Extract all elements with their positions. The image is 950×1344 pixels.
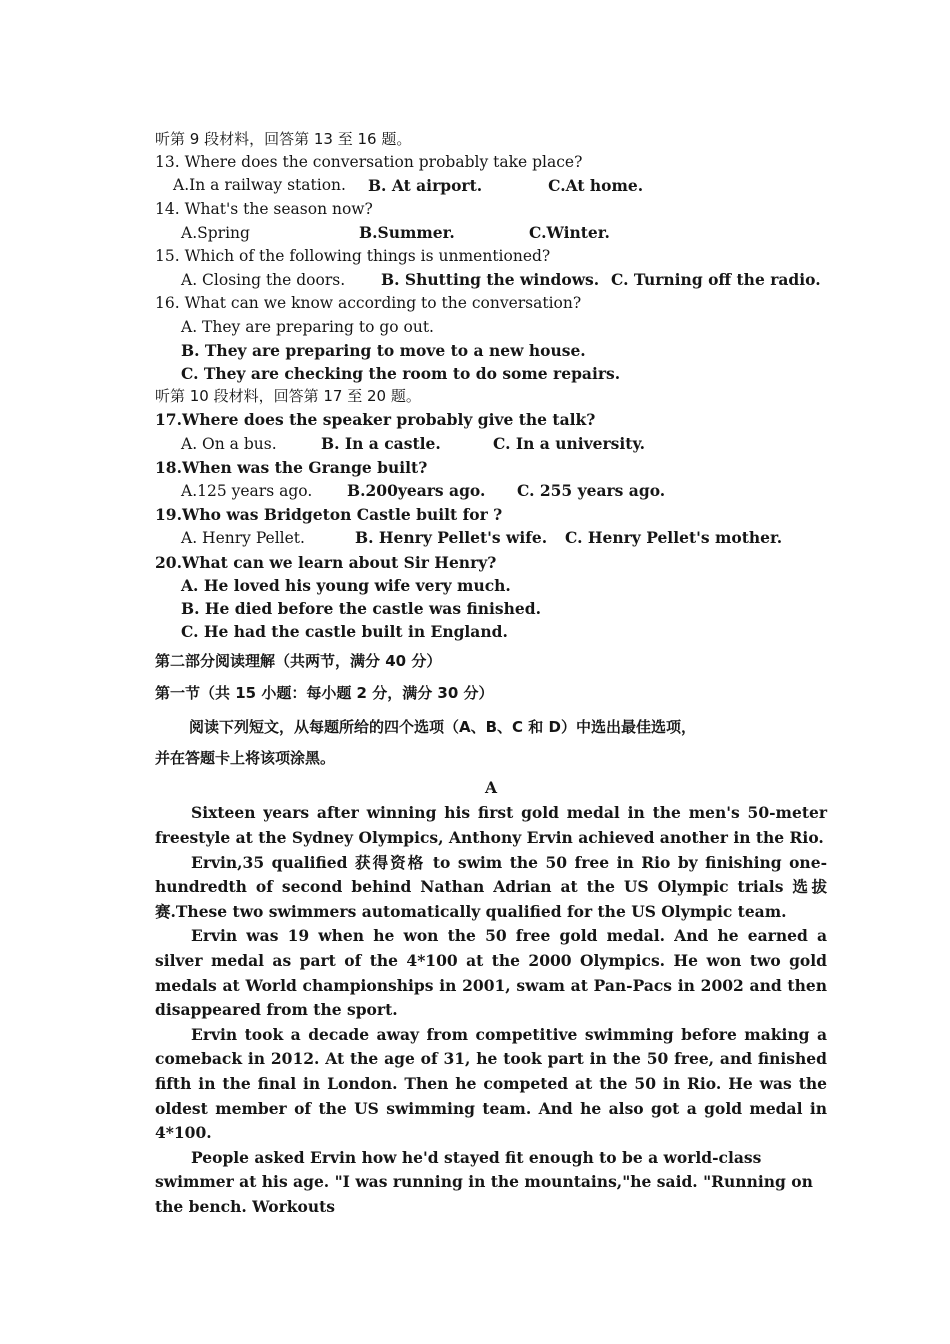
question-19-option-b: B. Henry Pellet's wife. [355, 528, 548, 548]
reading-part-title: 第二部分阅读理解（共两节，满分 40 分） [155, 652, 442, 671]
question-14-option-a: A.Spring [181, 223, 250, 242]
question-17-option-c: C. In a university. [493, 433, 646, 453]
question-19-stem: 19.Who was Bridgeton Castle built for ? [155, 505, 503, 525]
group10-heading: 听第 10 段材料，回答第 17 至 20 题。 [155, 387, 421, 406]
question-18-stem: 18.When was the Grange built? [155, 457, 428, 477]
passage-paragraph-3: Ervin was 19 when he won the 50 free gold medal. And he earned a silver medal as part of the 4*100 at the 2000 Olympics. He won two gold medals at World championships in 2001, swam at Pan-Pacs in 2002 and then disappeared from the sport. [155, 926, 827, 1020]
question-13-option-c: C.At home. [548, 176, 644, 196]
passage-label: A [484, 778, 498, 798]
question-13-options [155, 174, 827, 197]
question-13-stem: 13. Where does the conversation probably take place? [155, 153, 583, 172]
question-16-option-c: C. They are checking the room to do some repairs. [181, 364, 621, 384]
question-20-stem: 20.What can we learn about Sir Henry? [155, 552, 497, 572]
question-15-stem: 15. Which of the following things is unmentioned? [155, 247, 551, 266]
passage-paragraph-1: Sixteen years after winning his first gold medal in the men's 50-meter freestyle at the Sydney Olympics, Anthony Ervin achieved another in the Rio. [155, 803, 827, 848]
question-18-options [155, 479, 827, 503]
question-15-options [155, 268, 827, 292]
question-20-option-b: B. He died before the castle was finished. [181, 599, 541, 619]
question-16-stem: 16. What can we know according to the conversation? [155, 294, 582, 313]
question-17-options [155, 432, 827, 456]
question-13-option-a: A.In a railway station. [173, 176, 346, 195]
question-20-option-c: C. He had the castle built in England. [181, 622, 508, 642]
question-16-option-b: B. They are preparing to move to a new house. [181, 340, 586, 360]
question-16-option-a: A. They are preparing to go out. [181, 317, 434, 336]
question-15-option-c: C. Turning off the radio. [611, 270, 821, 290]
reading-instruction-line1: 阅读下列短文，从每题所给的四个选项（A、B、C 和 D）中选出最佳选项， [189, 718, 696, 737]
question-19-option-c: C. Henry Pellet's mother. [565, 528, 783, 548]
question-18-option-a: A.125 years ago. [181, 482, 313, 501]
question-14-option-c: C.Winter. [529, 222, 610, 242]
question-13-option-b: B. At airport. [367, 176, 483, 196]
question-19-option-a: A. Henry Pellet. [181, 529, 305, 548]
question-17-option-b: B. In a castle. [321, 433, 441, 453]
group9-heading: 听第 9 段材料，回答第 13 至 16 题。 [155, 130, 412, 148]
exam-page [155, 128, 827, 1220]
question-14-option-b: B.Summer. [359, 222, 455, 242]
question-18-option-b: B.200years ago. [347, 481, 486, 501]
question-19-options [155, 526, 827, 550]
question-18-option-c: C. 255 years ago. [517, 481, 666, 501]
question-15-option-a: A. Closing the doors. [181, 271, 346, 290]
passage-paragraph-4: Ervin took a decade away from competitive swimming before making a comeback in 2012. At the age of 31, he took part in the 50 free, and finished fifth in the final in London. Then he competed at the 50 in Rio. He was the oldest member of the US swimming team. And he also got a gold medal in 4*100. [155, 1024, 827, 1143]
passage-paragraph-2: Ervin,35 qualified 获得资格 to swim the 50 free in Rio by finishing one-hundredth of second behind Nathan Adrian at the US Olympic trials 选拔赛.These two swimmers automatically qualified for the US Olympic team. [155, 852, 827, 921]
reading-instruction-line2: 并在答题卡上将该项涂黑。 [155, 749, 336, 768]
question-15-option-b: B. Shutting the windows. [381, 270, 600, 290]
question-17-stem: 17.Where does the speaker probably give the talk? [155, 410, 596, 430]
question-20-option-a: A. He loved his young wife very much. [181, 575, 511, 595]
question-17-option-a: A. On a bus. [181, 434, 277, 453]
passage-paragraph-5: People asked Ervin how he'd stayed fit enough to be a world-class swimmer at his age. "I was running in the mountains,"he said. "Running on the bench. Workouts [155, 1147, 813, 1216]
question-14-options [155, 221, 827, 245]
reading-section-title: 第一节（共 15 小题：每小题 2 分，满分 30 分） [155, 684, 494, 703]
question-14-stem: 14. What's the season now? [155, 199, 373, 218]
